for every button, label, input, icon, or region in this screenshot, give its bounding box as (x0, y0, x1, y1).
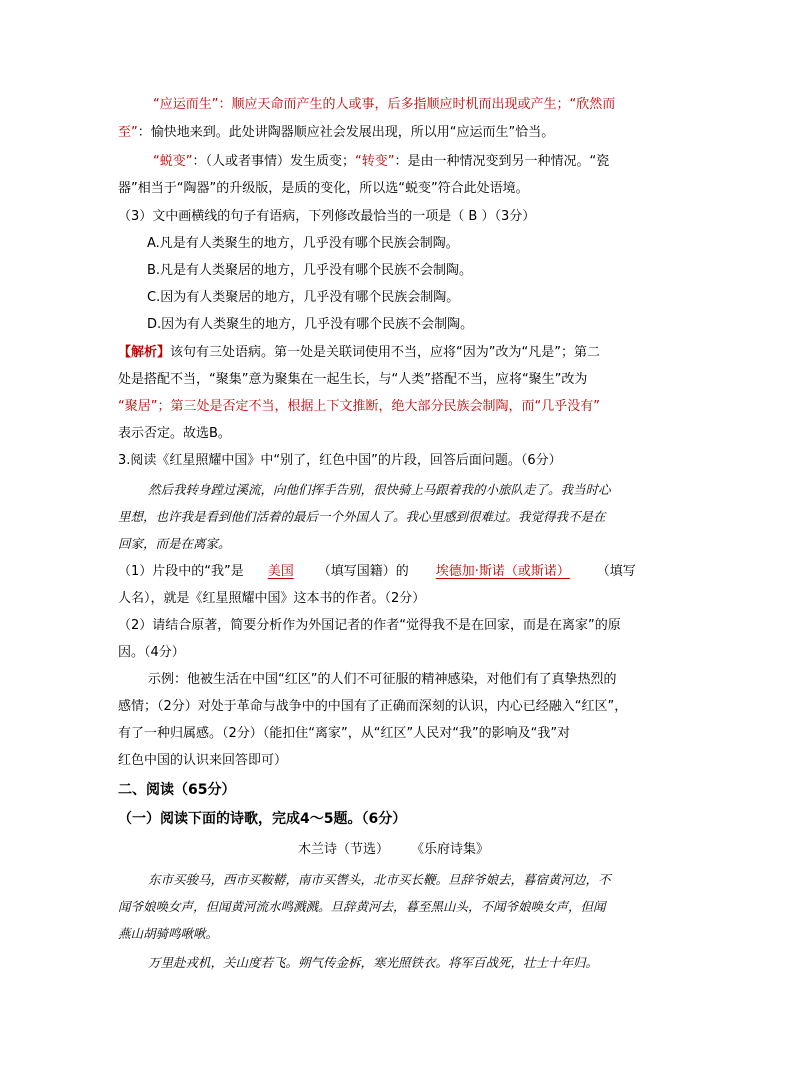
analysis-line: “聚居”；第三处是否定不当，根据上下文推断，绝大部分民族会制陶，而“几乎没有” (118, 399, 600, 414)
question-heading: 3.阅读《红星照耀中国》中“别了，红色中国”的片段，回答后面问题。（6分） (118, 453, 562, 468)
text-span: ：是由一种情况变到另一种情况。“瓷 (394, 154, 610, 169)
poem-line: 闻爷娘唤女声，但闻黄河流水鸣溅溅。旦辞黄河去，暮至黑山头，不闻爷娘唤女声，但闻 (118, 899, 606, 914)
text-line: 器”相当于“陶器”的升级版，是质的变化，所以选“蜕变”符合此处语境。 (118, 181, 529, 196)
poem-title-line (298, 841, 489, 859)
option-a: A.凡是有人类聚生的地方，几乎没有哪个民族会制陶。 (147, 236, 459, 251)
answer-line: 示例：他被生活在中国“红区”的人们不可征服的精神感染，对他们有了真挚热烈的 (148, 672, 617, 687)
analysis-tag: 【解析】 (118, 345, 171, 360)
section-heading: 二、阅读（65分） (118, 782, 236, 798)
subquestion-1 (118, 563, 636, 581)
text-span: “转变” (355, 154, 395, 169)
text-span: 至” (118, 125, 138, 140)
text-line (118, 124, 554, 142)
text-span: ：愉快地来到。此处讲陶器顺应社会发展出现，所以用“应运而生”恰当。 (137, 125, 555, 140)
poem-source: 《乐府诗集》 (411, 842, 490, 857)
excerpt-line: 回家，而是在离家。 (118, 536, 231, 551)
analysis-line: 表示否定。故选B。 (118, 426, 231, 441)
question-3: （3）文中画横线的句子有语病，下列修改最恰当的一项是（ B ）（3分） (118, 209, 536, 224)
answer-line: 有了一种归属感。（2分）（能扣住“离家”，从“红区”人民对“我”的影响及“我”对 (118, 726, 571, 741)
subsection-heading: （一）阅读下面的诗歌，完成4～5题。（6分） (118, 811, 407, 827)
poem-line: 万里赴戎机，关山度若飞。朔气传金柝，寒光照铁衣。将军百战死，壮士十年归。 (148, 955, 599, 970)
option-c: C.因为有人类聚居的地方，几乎没有哪个民族会制陶。 (147, 290, 460, 305)
answer-line: 红色中国的认识来回答即可） (118, 753, 288, 768)
answer-line: 感情；（2分）对处于革命与战争中的中国有了正确而深刻的认识，内心已经融入“红区”， (118, 699, 628, 714)
answer-nationality: 美国 (267, 564, 294, 579)
text-line: 人名），就是《红星照耀中国》这本书的作者。（2分） (118, 591, 426, 606)
text-span: （1）片段中的“我”是 (118, 564, 244, 579)
answer-name: 埃德加·斯诺（或斯诺） (435, 564, 570, 579)
text-span: （填写国籍）的 (317, 564, 409, 579)
analysis-line: 处是搭配不当，“聚集”意为聚集在一起生长，与“人类”搭配不当，应将“聚生”改为 (118, 372, 588, 387)
excerpt-line: 里想，也许我是看到他们活着的最后一个外国人了。我心里感到很难过。我觉得我不是在 (118, 509, 606, 524)
excerpt-line: 然后我转身蹚过溪流，向他们挥手告别，很快骑上马跟着我的小旅队走了。我当时心 (148, 482, 611, 497)
text-span: ：（人或者事情）发生质变； (192, 154, 355, 169)
option-d: D.因为有人类聚生的地方，几乎没有哪个民族不会制陶。 (147, 317, 474, 332)
text-span: （填写 (596, 564, 636, 579)
text-span: “蜕变” (153, 154, 193, 169)
text-line: “应运而生”：顺应天命而产生的人或事，后多指顺应时机而出现或产生；“欣然而 (153, 97, 616, 112)
option-b: B.凡是有人类聚居的地方，几乎没有哪个民族不会制陶。 (147, 263, 473, 278)
analysis-line (118, 344, 600, 362)
text-line: 因。（4分） (118, 645, 185, 660)
subquestion-2: （2）请结合原著，简要分析作为外国记者的作者“觉得我不是在回家，而是在离家”的原 (118, 618, 621, 633)
poem-line: 燕山胡骑鸣啾啾。 (118, 926, 219, 941)
text-line (153, 153, 609, 171)
poem-line: 东市买骏马，西市买鞍鞯，南市买辔头，北市买长鞭。旦辞爷娘去，暮宿黄河边，不 (148, 872, 611, 887)
poem-title: 木兰诗（节选） (298, 842, 390, 857)
text-span: 该句有三处语病。第一处是关联词使用不当，应将“因为”改为“凡是”；第二 (170, 345, 600, 360)
